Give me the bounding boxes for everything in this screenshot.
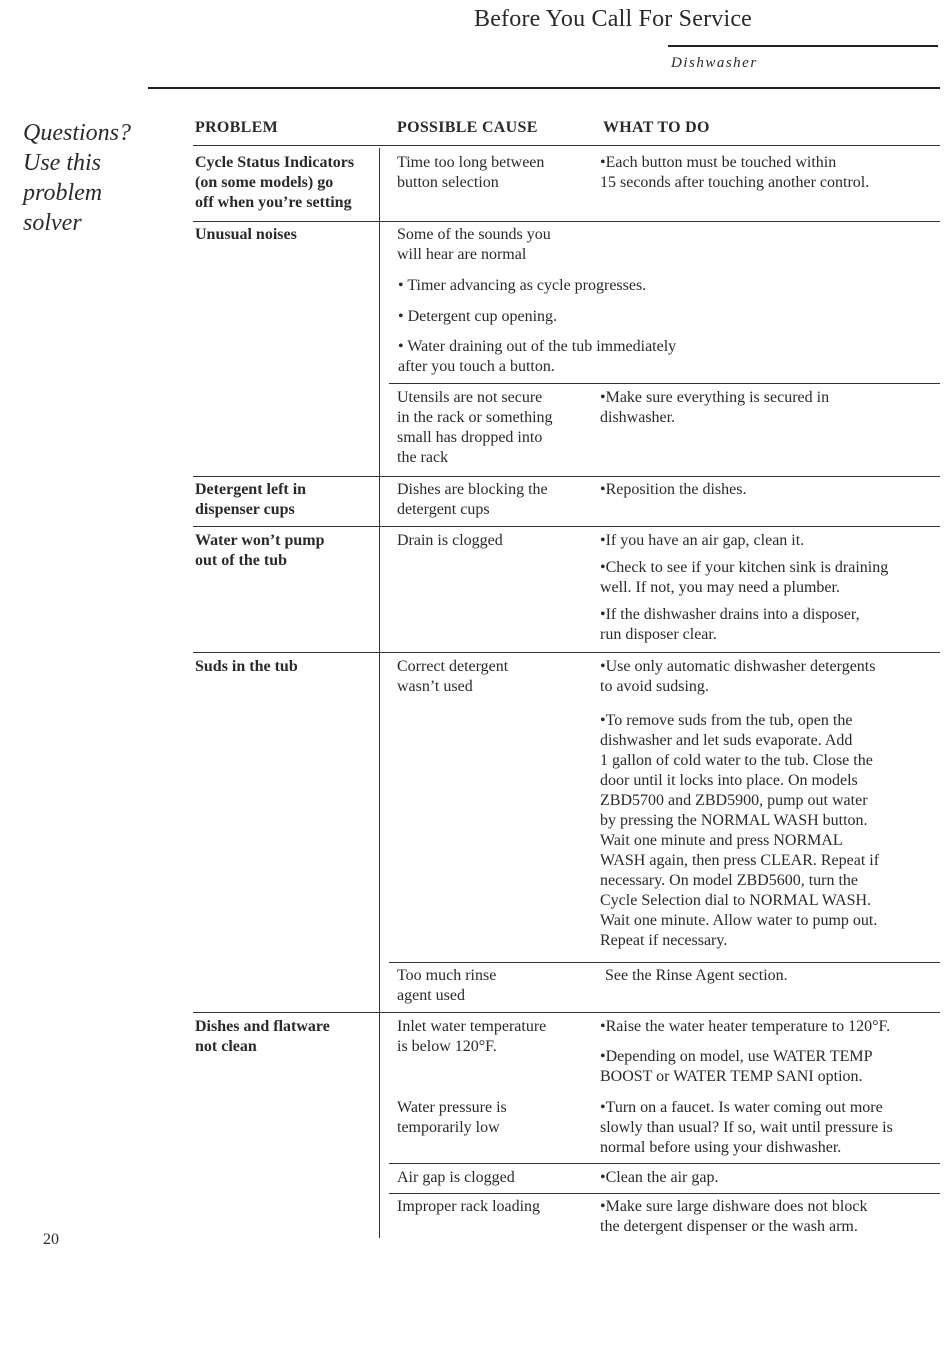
page-title: Before You Call For Service bbox=[474, 6, 753, 32]
problem-unusual-noises: Unusual noises bbox=[195, 226, 297, 243]
cause-too-much-rinse: Too much rinse agent used bbox=[397, 967, 497, 1004]
action-disposer: •If the dishwasher drains into a disposer, run disposer clear. bbox=[600, 606, 860, 643]
row-divider bbox=[193, 221, 940, 222]
cause-wrong-detergent: Correct detergent wasn’t used bbox=[397, 658, 509, 695]
action-automatic-detergent: •Use only automatic dishwasher detergents to avoid sudsing. bbox=[600, 658, 876, 695]
problem-dishes-not-clean: Dishes and flatware not clean bbox=[195, 1018, 330, 1055]
action-large-dishware: •Make sure large dishware does not block the detergent dispenser or the wash arm. bbox=[600, 1198, 868, 1235]
column-header-cause: POSSIBLE CAUSE bbox=[397, 119, 538, 136]
side-note: Questions? Use this problem solver bbox=[23, 120, 131, 236]
page-number: 20 bbox=[43, 1231, 59, 1248]
action-clean-air-gap: •Clean the air gap. bbox=[600, 1169, 719, 1186]
cause-inlet-temperature: Inlet water temperature is below 120°F. bbox=[397, 1018, 547, 1055]
row-divider bbox=[193, 526, 940, 527]
action-utensils: •Make sure everything is secured in dishwasher. bbox=[600, 389, 830, 426]
cause-rack-loading: Improper rack loading bbox=[397, 1198, 541, 1215]
action-remove-suds: •To remove suds from the tub, open the dishwasher and let suds evaporate. Add 1 gallon of cold water to the tub. Close the door until it locks into place. On models ZBD5700 and ZBD5900, pump out water by pressing the NORMAL WASH button. Wait one minute and press NORMAL WASH again, then press CLEAR. Repeat if necessary. On model ZBD5600, turn the Cycle Selection dial to NORMAL WASH. Wait one minute. Allow water to pump out. Repeat if necessary. bbox=[600, 712, 880, 949]
column-header-rule bbox=[193, 145, 940, 146]
action-raise-temperature: •Raise the water heater temperature to 120°F. bbox=[600, 1018, 891, 1035]
cause-normal-sounds: Some of the sounds you will hear are normal bbox=[397, 226, 551, 263]
cause-dishes-blocking: Dishes are blocking the detergent cups bbox=[397, 481, 548, 518]
column-header-action: WHAT TO DO bbox=[603, 119, 710, 136]
row-divider bbox=[193, 476, 940, 477]
column-header-problem: PROBLEM bbox=[195, 119, 278, 136]
cause-divider bbox=[389, 1163, 940, 1164]
action-rinse-agent: See the Rinse Agent section. bbox=[605, 967, 788, 984]
problem-water-pump: Water won’t pump out of the tub bbox=[195, 532, 325, 569]
cause-drain-clogged: Drain is clogged bbox=[397, 532, 503, 549]
cause-divider bbox=[389, 1193, 940, 1194]
action-air-gap: •If you have an air gap, clean it. bbox=[600, 532, 805, 549]
cause-cycle-status: Time too long between button selection bbox=[397, 154, 545, 191]
normal-sound-bullet: • Timer advancing as cycle progresses. bbox=[398, 277, 647, 294]
problem-suds: Suds in the tub bbox=[195, 658, 298, 675]
action-temp-boost: •Depending on model, use WATER TEMP BOOST or WATER TEMP SANI option. bbox=[600, 1048, 873, 1085]
row-divider bbox=[193, 652, 940, 653]
section-subtitle: Dishwasher bbox=[671, 55, 758, 71]
cause-water-pressure: Water pressure is temporarily low bbox=[397, 1099, 507, 1136]
action-cycle-status: •Each button must be touched within 15 seconds after touching another control. bbox=[600, 154, 870, 191]
cause-divider bbox=[389, 962, 940, 963]
problem-cycle-status: Cycle Status Indicators (on some models) go off when you’re setting bbox=[195, 154, 355, 211]
action-reposition: •Reposition the dishes. bbox=[600, 481, 747, 498]
row-divider bbox=[193, 1012, 940, 1013]
normal-sound-bullet: • Detergent cup opening. bbox=[398, 308, 558, 325]
column-divider bbox=[379, 148, 380, 1238]
normal-sound-bullet: • Water draining out of the tub immediately after you touch a button. bbox=[398, 338, 677, 375]
cause-divider bbox=[389, 383, 940, 384]
problem-detergent-left: Detergent left in dispenser cups bbox=[195, 481, 307, 518]
header-rule bbox=[148, 87, 940, 89]
action-check-sink: •Check to see if your kitchen sink is draining well. If not, you may need a plumber. bbox=[600, 559, 889, 596]
title-rule bbox=[668, 45, 938, 47]
cause-air-gap-clogged: Air gap is clogged bbox=[397, 1169, 515, 1186]
action-faucet: •Turn on a faucet. Is water coming out more slowly than usual? If so, wait until pressure is normal before using your dishwasher. bbox=[600, 1099, 893, 1156]
cause-utensils: Utensils are not secure in the rack or something small has dropped into the rack bbox=[397, 389, 553, 466]
